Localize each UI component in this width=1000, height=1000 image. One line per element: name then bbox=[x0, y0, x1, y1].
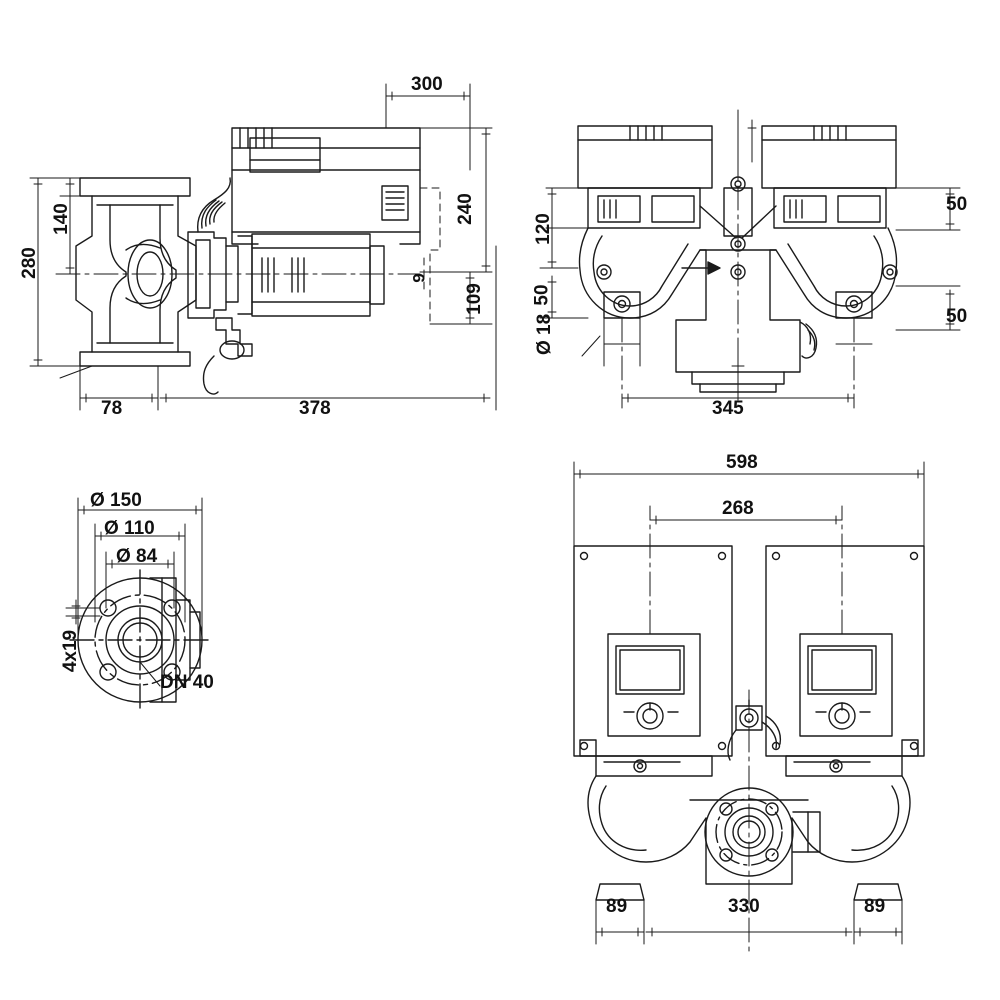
dim-front-345: 345 bbox=[712, 398, 744, 419]
dim-twin-330: 330 bbox=[728, 896, 760, 917]
dim-side-78: 78 bbox=[101, 398, 123, 419]
dim-twin-268: 268 bbox=[722, 498, 754, 519]
dim-twin-89-right: 89 bbox=[864, 896, 886, 917]
dim-twin-89-left: 89 bbox=[606, 896, 628, 917]
side-view-dimensions bbox=[30, 84, 496, 410]
dim-side-109: 109 bbox=[463, 283, 485, 315]
side-view-geometry bbox=[76, 128, 420, 394]
dim-side-240: 240 bbox=[454, 193, 476, 225]
dim-side-140: 140 bbox=[50, 203, 72, 235]
dim-flange-d110: Ø 110 bbox=[104, 518, 155, 539]
dim-side-280: 280 bbox=[18, 247, 40, 279]
dim-front-50-left: 50 bbox=[531, 284, 553, 306]
dim-flange-d150: Ø 150 bbox=[90, 490, 142, 511]
dim-twin-598: 598 bbox=[726, 452, 758, 473]
dim-flange-d84: Ø 84 bbox=[116, 546, 158, 567]
dim-front-120: 120 bbox=[532, 213, 554, 245]
dim-side-9: 9 bbox=[409, 273, 429, 283]
dim-flange-dn40: DN 40 bbox=[160, 672, 214, 693]
dim-front-50-bottom: 50 bbox=[946, 306, 968, 327]
twin-view-dimensions bbox=[574, 462, 924, 952]
dim-front-50-top: 50 bbox=[946, 194, 968, 215]
dim-side-300: 300 bbox=[411, 74, 443, 95]
dim-side-378: 378 bbox=[299, 398, 331, 419]
dim-flange-4x19: 4x19 bbox=[60, 629, 82, 673]
dim-front-d18: Ø 18 bbox=[534, 313, 555, 355]
